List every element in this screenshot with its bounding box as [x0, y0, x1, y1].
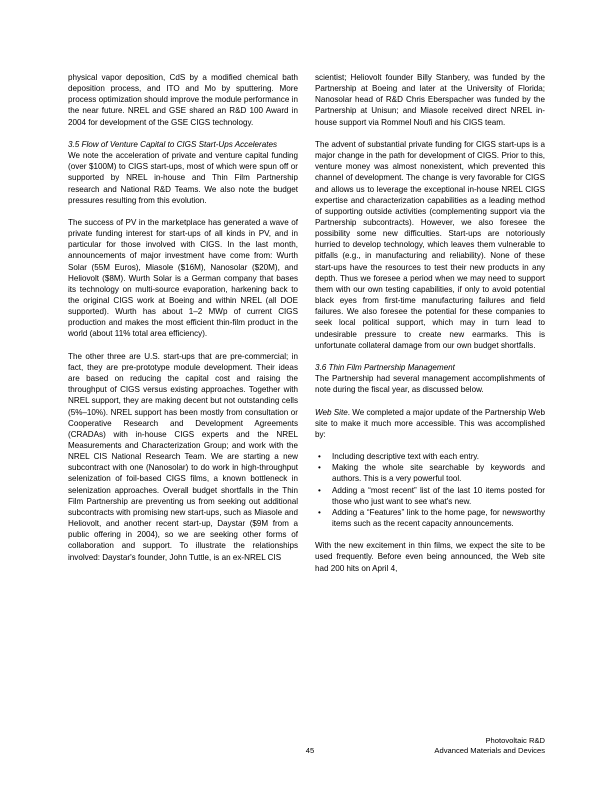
paragraph-text: . We completed a major update of the Partnership Web site to make it much more accessible. This was accomplished by: [315, 407, 545, 439]
page-number: 45 [305, 745, 315, 755]
right-column [315, 72, 545, 574]
paragraph: With the new excitement in thin films, we expect the site to be used frequently. Before even being announced, the Web site had 200 hits on April 4, [315, 541, 545, 573]
list-item [315, 451, 545, 462]
bullet-icon: • [318, 485, 321, 495]
list-item [315, 485, 545, 507]
bullet-icon: • [318, 463, 321, 473]
paragraph: The other three are U.S. start-ups that are pre-commercial; in fact, they are pre-prototype module development. Their ideas are based on reducing the capital cost and raising the throughput of CIGS versus existing approaches. Together with NREL support, they are making decent but not outstanding cells (5%–10%). NREL support has been mostly from consultation or Cooperative Research and Development Agreements (CRADAs) with in-house CIGS experts and the NREL Measurements and Characterization Group; and work with the NREL CIS National Research Team. We are starting a new subcontract with one (Nanosolar) to do work in high-throughput selenization of foil-based CIGS films, a known bottleneck in selenization approaches. Overall budget shortfalls in the Thin Film Partnership are preventing us from seeking out additional subcontracts with promising new start-ups, such as Miasole and Heliovolt, and another recent start-up, Daystar ($9M from a public offering in 2004), so we are seeking other forms of collaboration and support. To illustrate the relationships involved: Daystar's founder, John Tuttle, is an ex-NREL CIS [68, 351, 298, 562]
paragraph: scientist; Heliovolt founder Billy Stanbery, was funded by the Partnership at Boeing and later at the University of Florida; Nanosolar head of R&D Chris Eberspacher was funded by the Partnership at Unisun; and Miasole received direct NREL in-house support via Rommel Noufi and his CIGS team. [315, 73, 545, 127]
bullet-icon: • [318, 507, 321, 517]
footer-line-program: Photovoltaic R&D [485, 736, 545, 745]
paragraph: The Partnership had several management accomplishments of note during the fiscal year, as discussed below. [315, 374, 545, 395]
paragraph-web-site [315, 407, 545, 440]
list-item-label: Adding a “Features” link to the home page, for newsworthy items such as the recent capacity announcements. [332, 507, 545, 528]
left-column [68, 72, 298, 563]
web-site-lead-in: Web Site [315, 407, 348, 417]
footer-line-division: Advanced Materials and Devices [434, 746, 545, 756]
list-item [315, 507, 545, 529]
bullet-list [315, 451, 545, 529]
paragraph: physical vapor deposition, CdS by a modified chemical bath deposition process, and ITO and Mo by sputtering. More process optimization should improve the module performance in the near future. NREL and GSE shared an R&D 100 Award in 2004 for development of the GSE CIGS technology. [68, 73, 298, 127]
list-item-label: Including descriptive text with each entry. [332, 452, 479, 462]
two-column-body [68, 72, 545, 702]
section-heading-3-6: 3.6 Thin Film Partnership Management [315, 362, 455, 372]
list-item [315, 462, 545, 484]
bullet-icon: • [318, 452, 321, 462]
footer-title-block [434, 736, 545, 757]
list-item-label: Making the whole site searchable by keywords and authors. This is a very powerful tool. [332, 463, 545, 484]
list-item-label: Adding a “most recent” list of the last 10 items posted for those who just want to see what's new. [332, 485, 545, 506]
paragraph: The success of PV in the marketplace has generated a wave of private funding interest for start-ups of all kinds in PV, and in particular for those involved with CIGS. In the last month, announcements of major investment have come from: Wurth Solar (55M Euros), Miasole ($16M), Nanosolar ($20M), and Heliovolt ($8M). Wurth Solar is a German company that bases its technology on multi-source evaporation, harkening back to the original CIGS work at Boeing and within NREL (all DOE supported). Wurth has about 1–2 MWp of current CIGS production and makes the most efficient thin-film product in the world (about 11% total area efficiency). [68, 217, 298, 339]
paragraph: We note the acceleration of private and venture capital funding (over $100M) to CIGS start-ups, most of which were spun off or supported by NREL in-house and Thin Film Partnership research and National R&D Teams. We also note the budget pressures resulting from this evolution. [68, 151, 298, 205]
paragraph: The advent of substantial private funding for CIGS start-ups is a major change in the path for development of CIGS. Prior to this, venture money was almost nonexistent, which prevented this channel of development. The change is very favorable for CIGS and allows us to leverage the exceptional in-house NREL CIGS expertise and characterization capabilities as a leading method of supporting outside activities (complementing support via the Partnership subcontracts). However, we also foresee the possibility some new difficulties. Start-ups are notoriously hurried to develop technology, which leaves them vulnerable to pitfalls (e.g., in manufacturing and reliability). None of these start-ups have the resources to test their new products in any depth. Thus we foresee a period when we may need to support them with our own testing capabilities, if only to avoid potential black eyes from first-time manufacturing failures and field failures. We also foresee the potential for these companies to seek local political support, which may in turn lead to undesirable pressure to create new earmarks. This is unfortunate collateral damage from our own budget shortfalls. [315, 139, 545, 350]
section-heading-3-5: 3.5 Flow of Venture Capital to CIGS Start-Ups Accelerates [68, 139, 278, 149]
page-footer [68, 736, 545, 768]
